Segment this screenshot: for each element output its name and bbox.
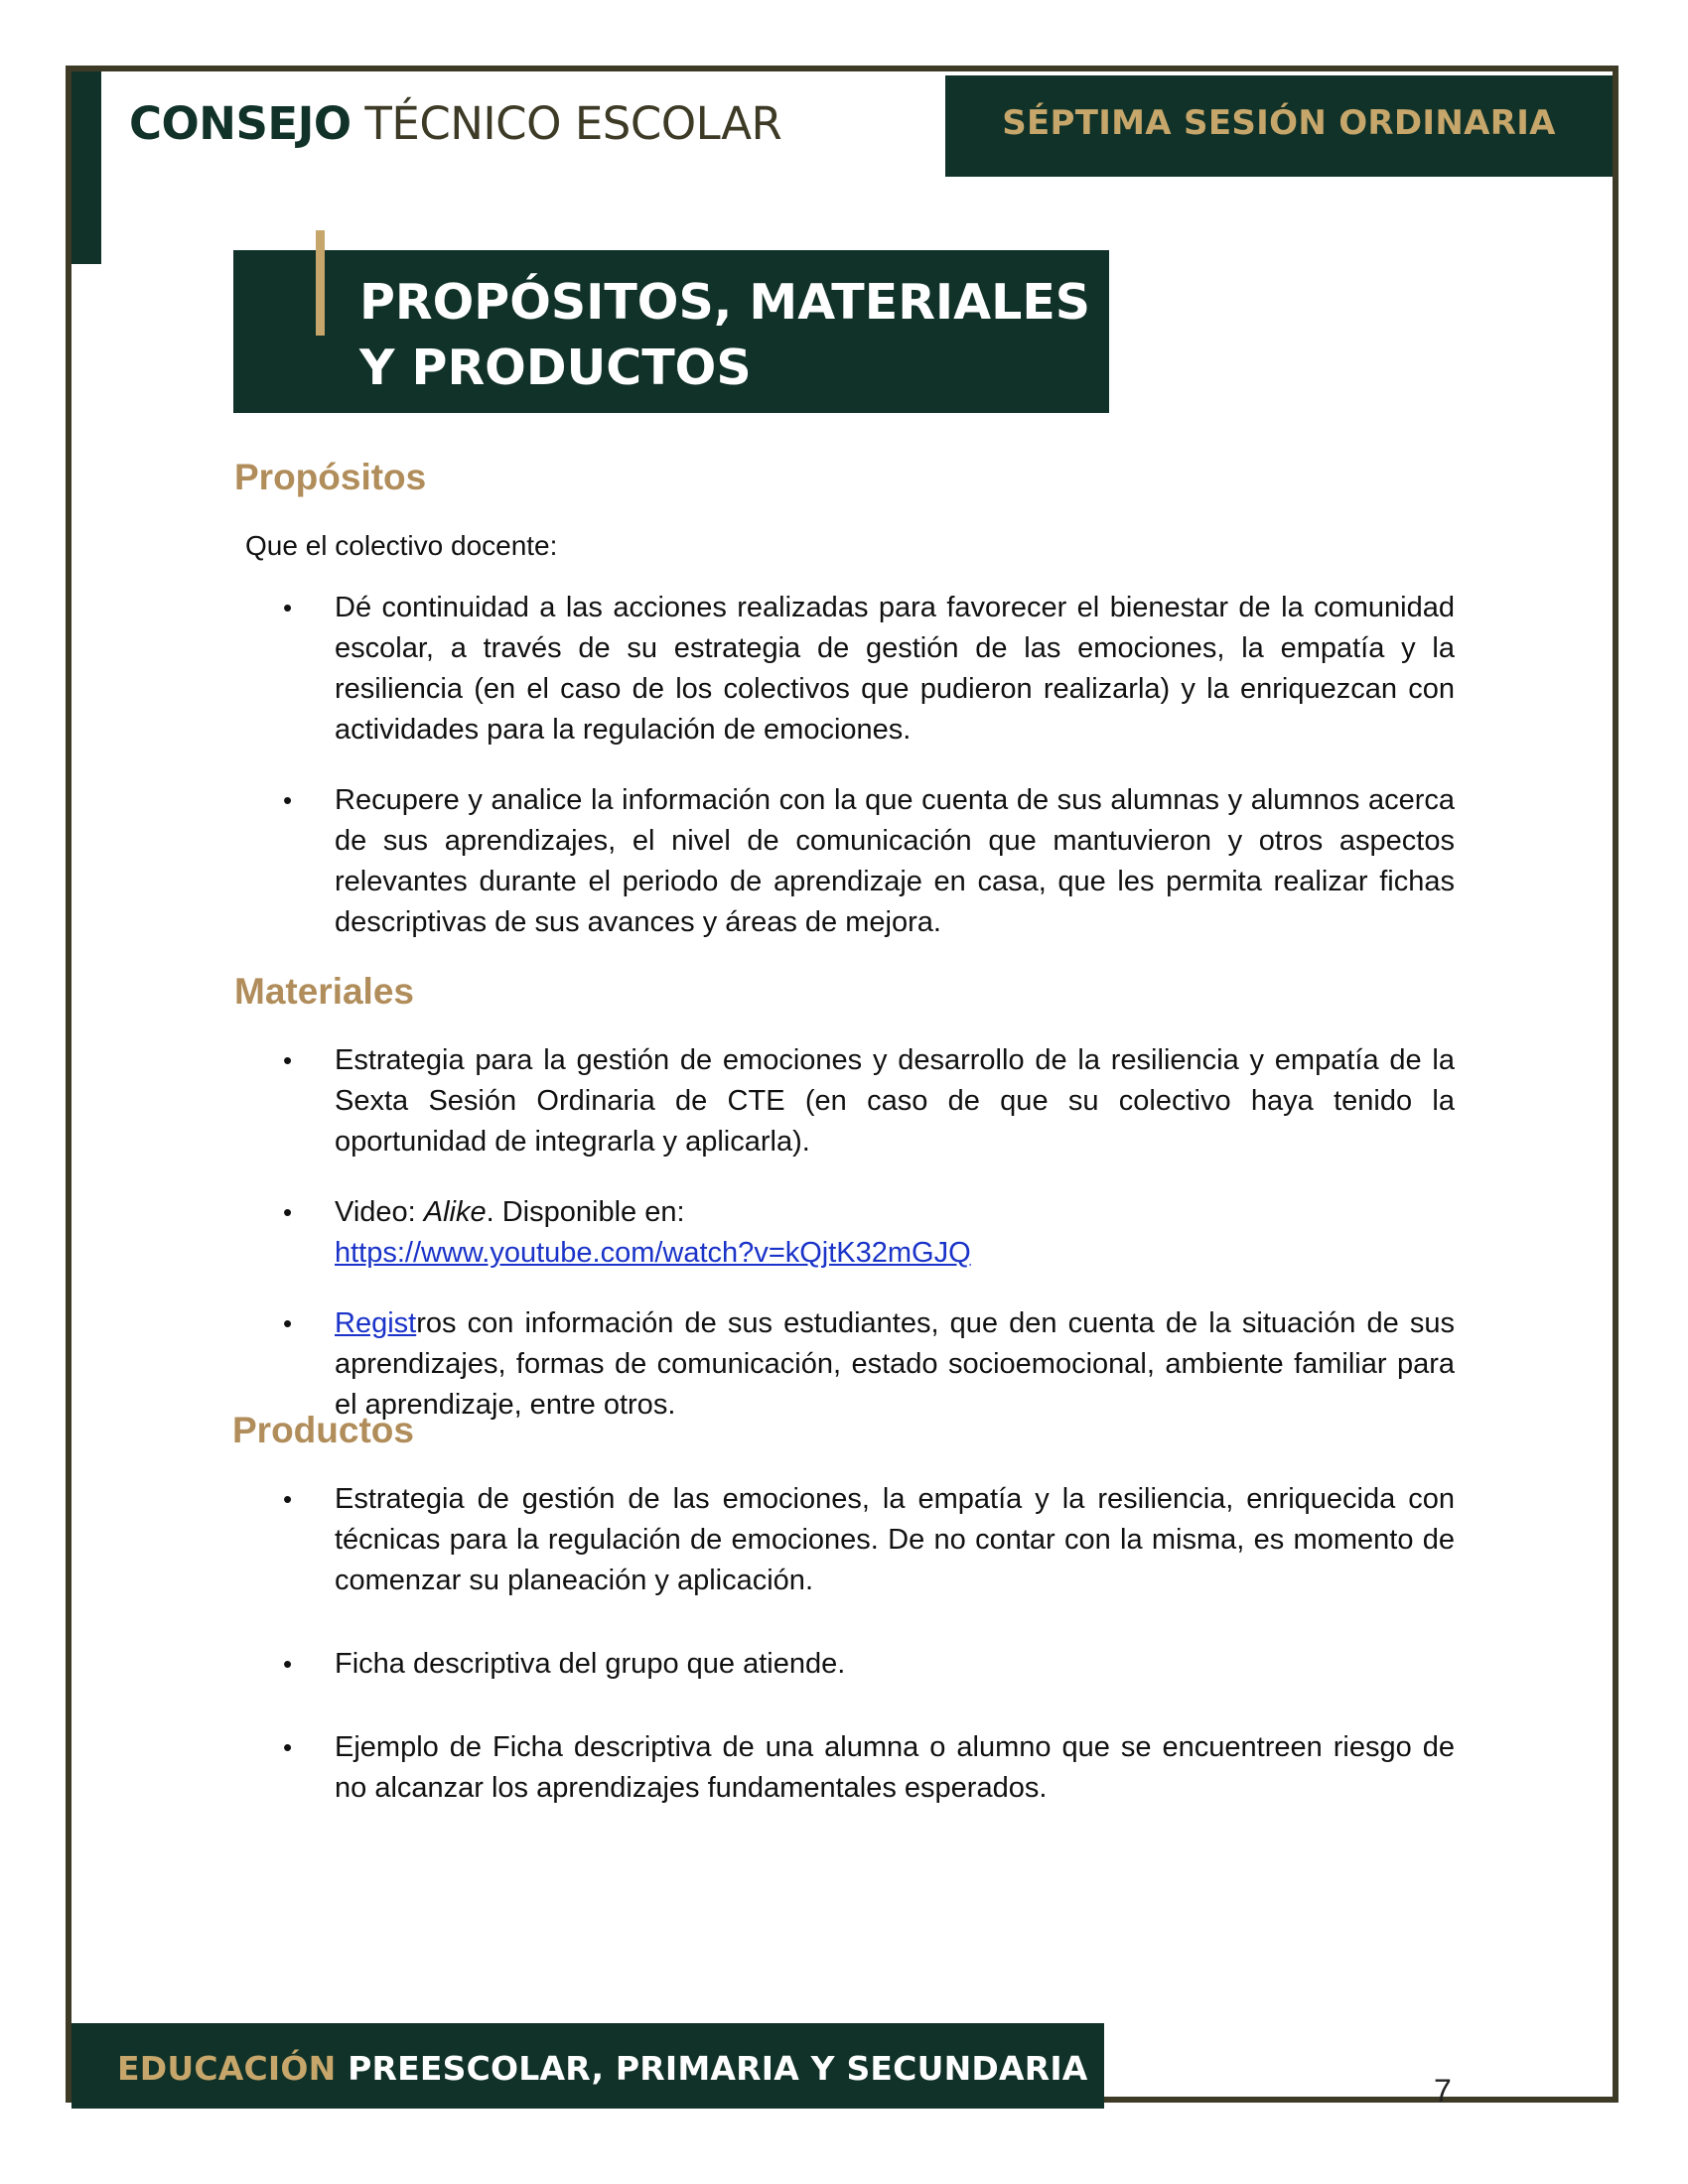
productos-heading: Productos: [232, 1410, 414, 1450]
session-label: SÉPTIMA SESIÓN ORDINARIA: [1002, 103, 1556, 143]
list-item: • Ejemplo de Ficha descriptiva de una alumna o alumno que se encuentreen riesgo de no alcanzar los aprendizajes fundamentales esperados.: [283, 1727, 1455, 1809]
session-banner: [945, 75, 1613, 177]
list-item: [283, 1192, 1455, 1274]
section-title: [359, 270, 1090, 401]
header-title: [129, 97, 781, 150]
header-accent-bar: [71, 71, 101, 264]
page-number: 7: [1434, 2073, 1452, 2109]
section-title-line2: Y PRODUCTOS: [359, 340, 752, 396]
propositos-intro: Que el colectivo docente:: [245, 530, 558, 561]
list-item: [283, 1303, 1455, 1426]
footer-rest: PREESCOLAR, PRIMARIA Y SECUNDARIA: [336, 2049, 1088, 2088]
title-accent-bar: [316, 230, 325, 336]
propositos-heading: Propósitos: [234, 457, 427, 497]
productos-list: [283, 1479, 1455, 1851]
video-link[interactable]: https://www.youtube.com/watch?v=kQjtK32mGJQ: [335, 1237, 971, 1269]
list-item: • Recupere y analice la información con la que cuenta de sus alumnas y alumnos acerca de sus aprendizajes, el nivel de comunicación que mantuvieron y otros aspectos relevantes durante el periodo de aprendizaje en casa, que les permita realizar fichas descriptivas de sus avances y áreas de mejora.: [283, 780, 1455, 943]
list-item: • Estrategia para la gestión de emociones y desarrollo de la resiliencia y empatía de la Sexta Sesión Ordinaria de CTE (en caso de que su colectivo haya tenido la oportunidad de integrarla y aplicarla).: [283, 1040, 1455, 1162]
footer-title: [117, 2049, 1088, 2088]
list-item: • Ficha descriptiva del grupo que atiende.: [283, 1644, 1455, 1685]
video-availability: . Disponible en:: [486, 1196, 685, 1228]
video-title: Alike: [423, 1196, 487, 1228]
footer-word1: EDUCACIÓN: [117, 2049, 337, 2088]
propositos-list: [283, 588, 1455, 973]
materiales-heading: Materiales: [234, 971, 414, 1012]
list-item: • Estrategia de gestión de las emociones, la empatía y la resiliencia, enriquecida con técnicas para la regulación de emociones. De no contar con la misma, es momento de comenzar su planeación y aplicación.: [283, 1479, 1455, 1601]
section-title-line1: PROPÓSITOS, MATERIALES: [359, 274, 1091, 331]
registros-link[interactable]: Regist: [335, 1307, 417, 1339]
video-label: Video:: [335, 1196, 424, 1228]
list-item: • Dé continuidad a las acciones realizadas para favorecer el bienestar de la comunidad escolar, a través de su estrategia de gestión de las emociones, la empatía y la resiliencia (en el caso de los colectivos que pudieron realizarla) y la enriquezcan con actividades para la regulación de emociones.: [283, 588, 1455, 751]
materiales-list: [283, 1040, 1455, 1455]
registros-text: ros con información de sus estudiantes, que den cuenta de la situación de sus aprendizajes, formas de comunicación, estado socioemocional, ambiente familiar para el aprendizaje, entre otros.: [335, 1307, 1455, 1421]
header-title-word1: CONSEJO: [129, 97, 352, 150]
header-title-rest: TÉCNICO ESCOLAR: [351, 97, 782, 150]
